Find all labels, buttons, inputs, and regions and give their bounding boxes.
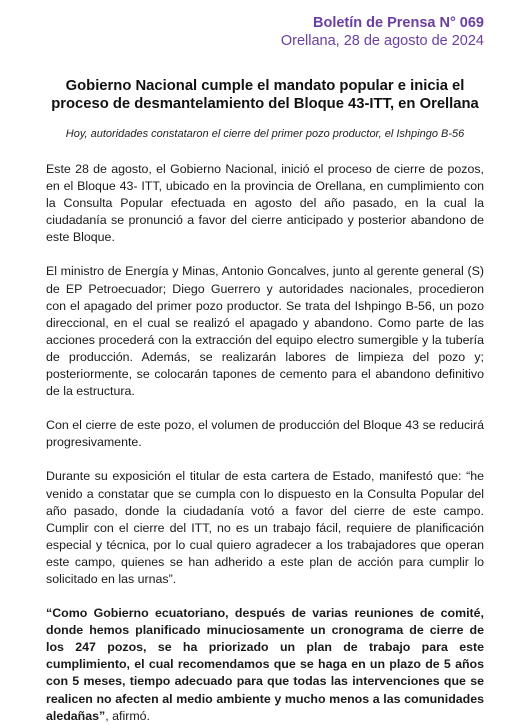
quote-attribution: , afirmó. [105, 708, 150, 723]
quote-paragraph [46, 605, 484, 725]
headline: Gobierno Nacional cumple el mandato popular e inicia el proceso de desmantelamiento del Bloque 43-ITT, en Orellana [51, 78, 479, 112]
paragraph: El ministro de Energía y Minas, Antonio Goncalves, junto al gerente general (S) de EP Petroecuador; Diego Guerrero y autoridades nacionales, procedieron con el apagado del primer pozo productor. Se trata del Ishpingo B-56, un pozo direccional, en el cual se realizó el apagado y abandono. Como parte de las acciones procederá con la extracción del equipo electro sumergible y la tubería de producción. Además, se realizarán labores de limpieza del pozo y; posteriormente, se colocarán tapones de cemento para el abandono definitivo de la estructura. [46, 264, 484, 399]
paragraph: Durante su exposición el titular de esta cartera de Estado, manifestó que: “he venido a constatar que se cumpla con lo dispuesto en la Consulta Popular del año pasado, donde la ciudadanía votó a favor del cierre de este campo. Cumplir con el cierre del ITT, no es un trabajo fácil, requiere de planificación especial y técnica, por lo cual quiero agradecer a los trabajadores que operan este campo, quienes se han adherido a este plan de acción para cumplir lo solicitado en las urnas”. [46, 469, 484, 586]
article-body [46, 161, 484, 725]
bulletin-location-date: Orellana, 28 de agosto de 2024 [280, 33, 484, 49]
paragraph: Este 28 de agosto, el Gobierno Nacional, inició el proceso de cierre de pozos, en el Bloque 43- ITT, ubicado en la provincia de Orellana, en cumplimiento con la Consulta Popular efectuada en agosto del año pasado, en la cual la ciudadanía se pronunció a favor del cierre anticipado y posterior abandono de este Bloque. [46, 162, 484, 245]
paragraph: Con el cierre de este pozo, el volumen de producción del Bloque 43 se reducirá progresivamente. [46, 418, 484, 450]
quote-text: “Como Gobierno ecuatoriano, después de varias reuniones de comité, donde hemos planificado minuciosamente un cronograma de cierre de los 247 pozos, se ha priorizado un plan de trabajo para este cumplimiento, el cual recomendamos que se haga en un plazo de 5 años con 5 meses, tiempo adecuado para que todas las intervenciones que se realicen no afecten al medio ambiente y mucho menos a las comunidades aledañas” [46, 606, 484, 723]
subtitle: Hoy, autoridades constataron el cierre del primer pozo productor, el Ishpingo B-56 [65, 128, 465, 140]
bulletin-header [46, 14, 484, 50]
bulletin-title: Boletín de Prensa N° 069 [313, 15, 484, 31]
